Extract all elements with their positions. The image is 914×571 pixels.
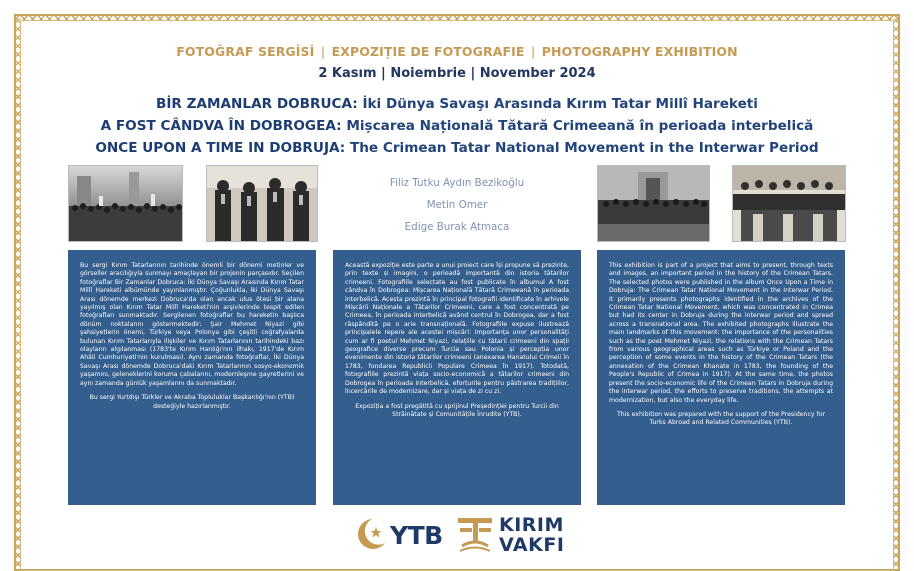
text-panel-romanian bbox=[333, 250, 581, 505]
panel-support-note: This exhibition was prepared with the support of the Presidency for Turks Abroad and Related Communities (YTB). bbox=[616, 410, 826, 427]
exhibition-date: 2 Kasım | Noiembrie | November 2024 bbox=[318, 66, 596, 81]
panel-support-note: Bu sergi Yurtdışı Türkler ve Akraba Topluluklar Başkanlığı'nın (YTB) desteğiyle hazırlanmıştır. bbox=[89, 394, 295, 410]
ytb-logo-text: YTB bbox=[390, 521, 443, 550]
panel-paragraph: This exhibition is part of a project that aims to present, through texts and images, an important period in the history of the Crimean Tatars. The selected photos were published in the album Once Upon a Time in Dobruja: The Crimean Tatar National Movement in the Interwar Period. It primarily presents photographs identified in the archives of the Crimean Tatar National Movement, which was concentrated in Crimea but had its center in Dobruja during the interwar period and spread across a transnational area. The exhibited photographs illustrate the main landmarks of this movement: the importance of the personalities such as the poet Mehmet Niyazi, the relations with the Crimean Tatars from various geographical areas such as Türkiye or Poland and the perception of some events in the history of the Crimean Tatars (the annexation of the Crimean Khanate in 1783, the founding of the People's Republic of Crimea in 1917). At the same time, the photos present the socio-economic life of the Crimean Tatars in Dobruja during the interwar period, the efforts to preserve traditions, the attempts at modernization, but also the everyday life. bbox=[609, 262, 833, 404]
exhibition-label-tr: FOTOĞRAF SERGİSİ bbox=[176, 44, 315, 59]
archive-photo-group-building bbox=[597, 165, 710, 242]
title-en bbox=[0, 140, 914, 156]
text-panel-turkish bbox=[68, 250, 316, 505]
author-name: Metin Omer bbox=[426, 199, 488, 211]
vakfi-logo-text: VAKFI bbox=[499, 534, 565, 556]
title-en-rest: The Crimean Tatar National Movement in the Interwar Period bbox=[345, 140, 819, 156]
panel-paragraph: Bu sergi Kırım Tatarlarının tarihinde önemli bir dönemi metinler ve görseller aracılığıyla sunmayı amaçlayan bir projenin parçasıdır. Seçilen fotoğraflar Bir Zamanlar Dobruca: İki Dünya Savaşı Arasında Kırım Tatar Millî Hareketi albümünde yayınlanmıştır. Çoğunlukla, İki Dünya Savaşı Arası dönemde merkezi Dobruca'da olan ancak ulus ötesi bir alana yayılmış olan Kırım Tatar Millî Hareketi'nin arşivlerinde tespit edilen fotoğrafları sunmaktadır. Sergilenen fotoğraflar bu hareketin başlıca dönüm noktalarını göstermektedir: Şair Mehmet Niyazi gibi şahsiyetlerin önemi, Türkiye veya Polonya gibi çeşitli coğrafyalarda bulunan Kırım Tatarlarıyla ilişkiler ve Kırım Tatarlarının tarihindeki bazı olayların algılanması (1783'te Kırım Hanlığı'nın ilhakı, 1917'de Kırım Ahâli Cumhuriyeti'nin kurulması). Aynı zamanda fotoğraflar, İki Dünya Savaşı Arası dönemde Dobruca'daki Kırım Tatarlarının sosyo-ekonomik yaşamını, geleneklerini koruma çabalarını, modernleşme gayretlerini ve aynı zamanda günlük yaşamlarını da sunmaktadır. bbox=[80, 262, 304, 387]
author-name: Filiz Tutku Aydın Bezikoğlu bbox=[389, 177, 525, 189]
author-name: Edige Burak Atmaca bbox=[404, 221, 510, 233]
archive-photo-men-standing bbox=[206, 165, 318, 242]
ytb-crescent-star-icon bbox=[352, 515, 388, 553]
panel-support-note: Expoziția a fost pregătită cu sprijinul Președinției pentru Turcii din Străinătate și Comunitățile Înrudite (YTB). bbox=[355, 402, 559, 418]
title-tr bbox=[0, 96, 914, 112]
kirim-vakfi-tamga-icon bbox=[456, 514, 494, 554]
archive-photo-group-trees bbox=[732, 165, 846, 242]
exhibition-label-en: PHOTOGRAPHY EXHIBITION bbox=[541, 44, 738, 59]
separator: | bbox=[531, 44, 536, 59]
title-tr-rest: İki Dünya Savaşı Arasında Kırım Tatar Millî Hareketi bbox=[357, 96, 758, 112]
panel-paragraph: Această expoziție este parte a unui proiect care își propune să prezinte, prin texte și imagini, o perioadă importantă din istoria tătarilor crimeeni. Fotografiile selectate au fost publicate în albumul A fost cândva în Dobrogea: Mișcarea Națională Tătară Crimeeană în perioada interbelică. Acesta prezintă în principal fotografii identificate în arhivele Mișcării Naționale a Tătarilor Crimeeni, care a fost concentrată pe Crimeea, în perioada interbelică având centrul în Dobrogea, dar a fost răspândită pe o arie transnațională. Fotografiile expuse ilustrează principalele repere ale acestei mișcări: importanța unor personalități cum ar fi poetul Mehmet Niyazi, relațiile cu tătarii crimeeni din spații geografice diverse precum Turcia sau Polonia și percepția unor evenimente din istoria tătarilor crimeeni (anexarea Hanatului Crimeii în 1783, fondarea Republicii Populare Crimeea în 1917). Totodată, fotografiile prezintă viața socio-economică a tătarilor crimeeni din Dobrogea în perioada interbelică, eforturile pentru păstrarea tradițiilor, încercările de modernizare, dar și viața de zi cu zi. bbox=[345, 262, 569, 396]
text-panel-english bbox=[597, 250, 845, 505]
title-ro-rest: Mișcarea Națională Tătară Crimeeană în perioada interbelică bbox=[341, 118, 814, 134]
exhibition-heading bbox=[0, 44, 914, 59]
title-tr-lead: BİR ZAMANLAR DOBRUCA: bbox=[156, 96, 358, 112]
title-ro bbox=[0, 118, 914, 134]
separator: | bbox=[320, 44, 326, 59]
exhibition-label-ro: EXPOZIȚIE DE FOTOGRAFIE bbox=[331, 44, 525, 59]
title-en-lead: ONCE UPON A TIME IN DOBRUJA: bbox=[95, 140, 346, 156]
title-ro-lead: A FOST CÂNDVA ÎN DOBROGEA: bbox=[100, 118, 342, 134]
archive-photo-crowd bbox=[68, 165, 183, 242]
kirim-logo-text: KIRIM bbox=[499, 514, 564, 536]
